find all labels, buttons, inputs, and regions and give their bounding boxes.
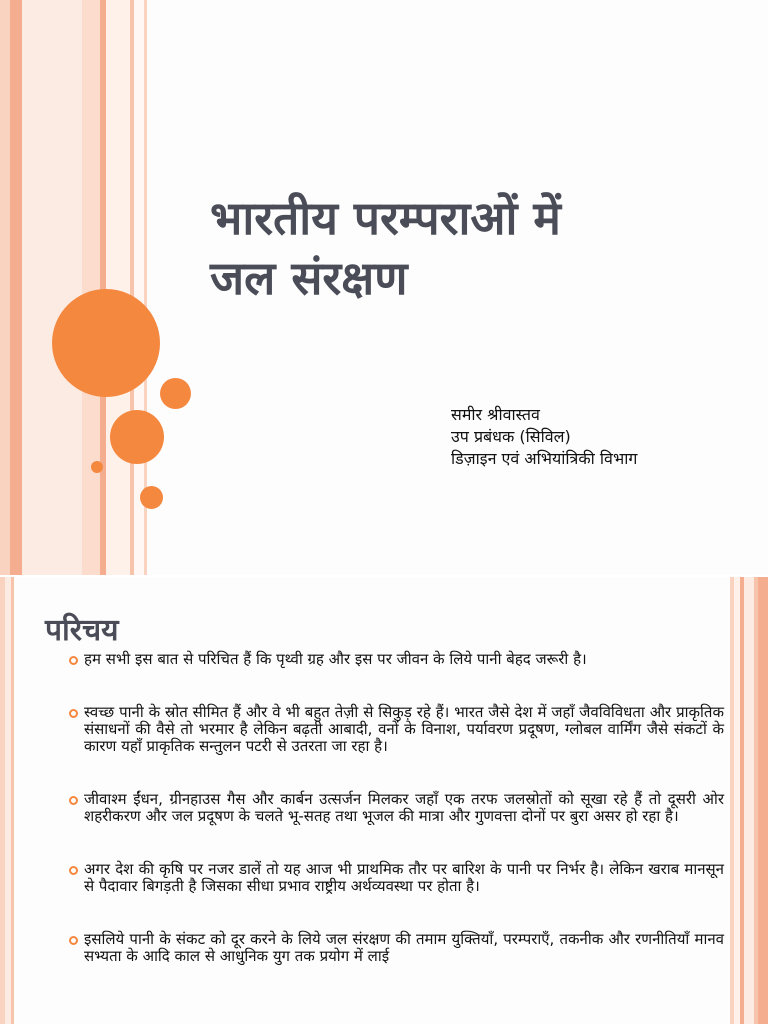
list-item — [68, 861, 724, 895]
bullet-text: इसलिये पानी के संकट को दूर करने के लिये जल संरक्षण की तमाम युक्तियाँ, परम्पराएँ, तकनीक और रणनीतियाँ मानव सभ्यता के आदि काल से आधुनिक युग तक प्रयोग में लाई — [84, 930, 724, 965]
list-item — [68, 704, 724, 755]
decorative-circle — [52, 289, 160, 397]
author-name: समीर श्रीवास्तव — [451, 405, 540, 424]
title-line-2: जल संरक्षण — [210, 251, 408, 305]
author-designation: उप प्रबंधक (सिविल) — [451, 427, 571, 446]
list-item — [68, 791, 724, 825]
author-department: डिज़ाइन एवं अभियांत्रिकी विभाग — [451, 449, 638, 468]
bullet-text: अगर देश की कृषि पर नजर डालें तो यह आज भी प्राथमिक तौर पर बारिश के पानी पर निर्भर है। लेकिन खराब मानसून से पैदावार बिगड़ती है जिसका सीधा प्रभाव राष्ट्रीय अर्थव्यवस्था पर होता है। — [84, 860, 724, 895]
decorative-stripes — [0, 577, 16, 1024]
decorative-circle — [140, 486, 163, 509]
decorative-circle — [110, 410, 164, 464]
author-block — [451, 404, 751, 470]
bullet-circle-icon — [69, 709, 78, 718]
decorative-stripes — [0, 0, 150, 575]
bullet-text: हम सभी इस बात से परिचित हैं कि पृथ्वी ग्रह और इस पर जीवन के लिये पानी बेहद जरूरी है। — [84, 650, 587, 668]
title-line-1: भारतीय परम्पराओं में — [210, 191, 561, 245]
bullet-text: जीवाश्म ईंधन, ग्रीनहाउस गैस और कार्बन उत्सर्जन मिलकर जहाँ एक तरफ जलस्रोतों को सूखा रहे हैं तो दूसरी ओर शहरीकरण और जल प्रदूषण के चलते भू-सतह तथा भूजल की मात्रा और गुणवत्ता दोनों पर बुरा असर हो रहा है। — [84, 790, 724, 825]
decorative-stripes — [730, 577, 768, 1024]
decorative-circle — [160, 378, 191, 409]
decorative-circle — [91, 461, 103, 473]
intro-slide — [0, 577, 768, 1024]
bullet-circle-icon — [69, 866, 78, 875]
bullet-circle-icon — [69, 796, 78, 805]
list-item — [68, 931, 724, 965]
section-heading: परिचय — [45, 613, 119, 648]
slide-title — [210, 188, 750, 308]
bullet-text: स्वच्छ पानी के स्रोत सीमित हैं और वे भी बहुत तेज़ी से सिकुड़ रहे हैं। भारत जैसे देश में जहाँ जैवविविधता और प्राकृतिक संसाधनों की वैसे तो भरमार है लेकिन बढ़ती आबादी, वनों के विनाश, पर्यावरण प्रदूषण, ग्लोबल वार्मिंग जैसे संकटों के कारण यहाँ प्राकृतिक सन्तुलन पटरी से उतरता जा रहा है। — [84, 703, 724, 755]
bullet-list — [68, 651, 724, 1001]
bullet-circle-icon — [69, 936, 78, 945]
list-item — [68, 651, 724, 668]
bullet-circle-icon — [69, 656, 78, 665]
